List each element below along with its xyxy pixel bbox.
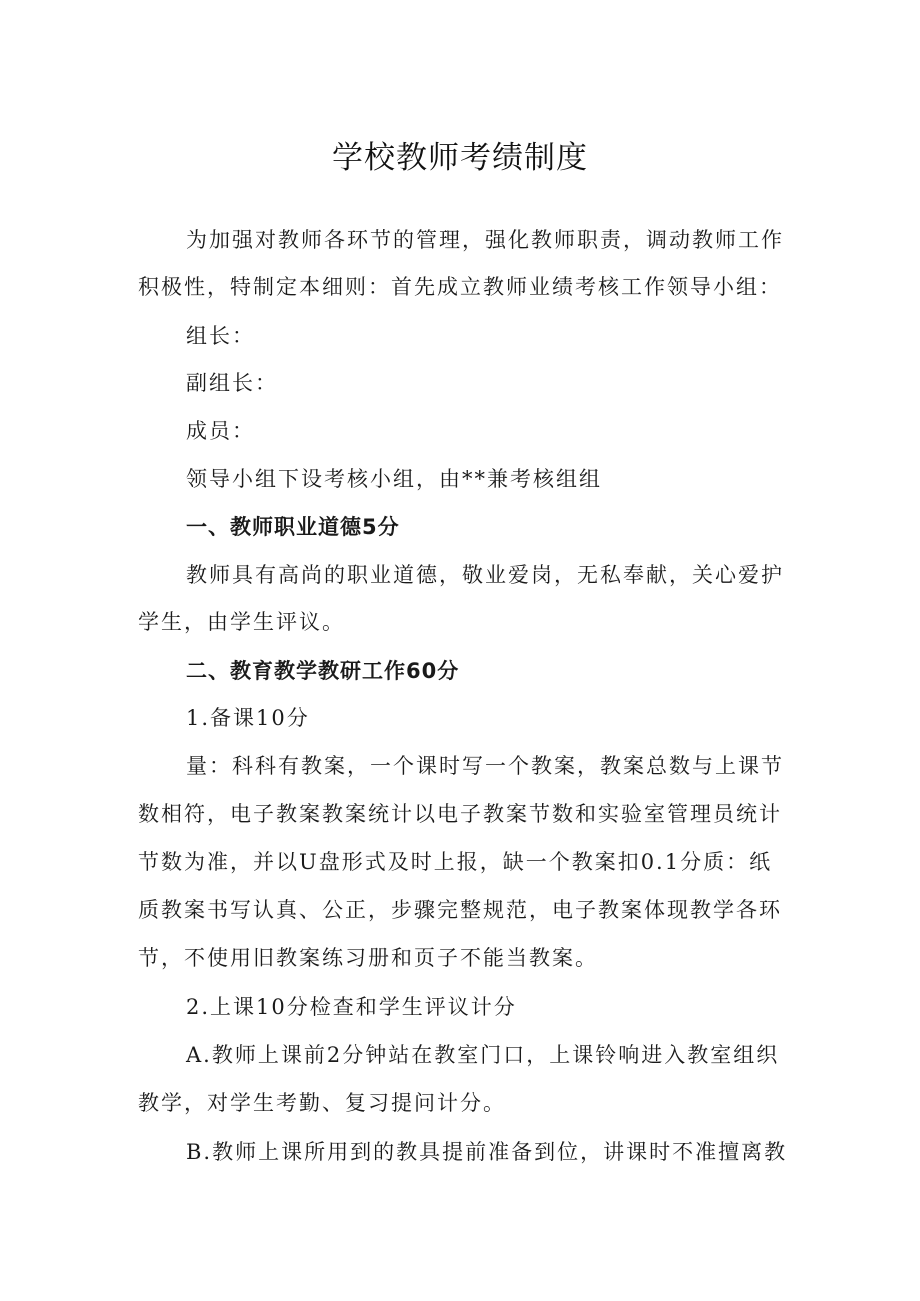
subgroup-text: 领导小组下设考核小组，由**兼考核组组: [186, 467, 602, 491]
group-leader-label: 组长：: [186, 324, 255, 348]
item-2-a-line-2: 教学，对学生考勤、复习提问计分。: [138, 1091, 506, 1115]
item-1-line-5: 节，不使用旧教案练习册和页子不能当教案。: [138, 946, 598, 970]
vice-leader-label: 副组长：: [186, 371, 278, 395]
item-1-line-1: 量：科科有教案，一个课时写一个教案，教案总数与上课节: [186, 754, 784, 778]
intro-paragraph-line-2: 积极性，特制定本细则：首先成立教师业绩考核工作领导小组：: [138, 275, 782, 299]
item-2-heading: 2.上课10分检查和学生评议计分: [186, 995, 517, 1019]
intro-paragraph-line-1: 为加强对教师各环节的管理，强化教师职责，调动教师工作: [186, 228, 784, 252]
section-2-heading: 二、教育教学教研工作60分: [186, 659, 460, 683]
item-1-heading: 1.备课10分: [186, 706, 310, 730]
item-2-a-line-1: A.教师上课前2分钟站在教室门口，上课铃响进入教室组织: [186, 1043, 780, 1067]
section-1-heading: 一、教师职业道德5分: [186, 515, 400, 539]
page-title: 学校教师考绩制度: [332, 140, 588, 176]
item-1-line-2: 数相符，电子教案教案统计以电子教案节数和实验室管理员统计: [138, 802, 782, 826]
members-label: 成员：: [186, 419, 255, 443]
item-1-line-3: 节数为准，并以U盘形式及时上报，缺一个教案扣0.1分质：纸: [138, 850, 773, 874]
section-1-line-2: 学生，由学生评议。: [138, 610, 345, 634]
item-1-line-4: 质教案书写认真、公正，步骤完整规范，电子教案体现教学各环: [138, 898, 782, 922]
item-2-b-line-1: B.教师上课所用到的教具提前准备到位，讲课时不准擅离教: [186, 1140, 788, 1164]
section-1-line-1: 教师具有高尚的职业道德，敬业爱岗，无私奉献，关心爱护: [186, 563, 784, 587]
